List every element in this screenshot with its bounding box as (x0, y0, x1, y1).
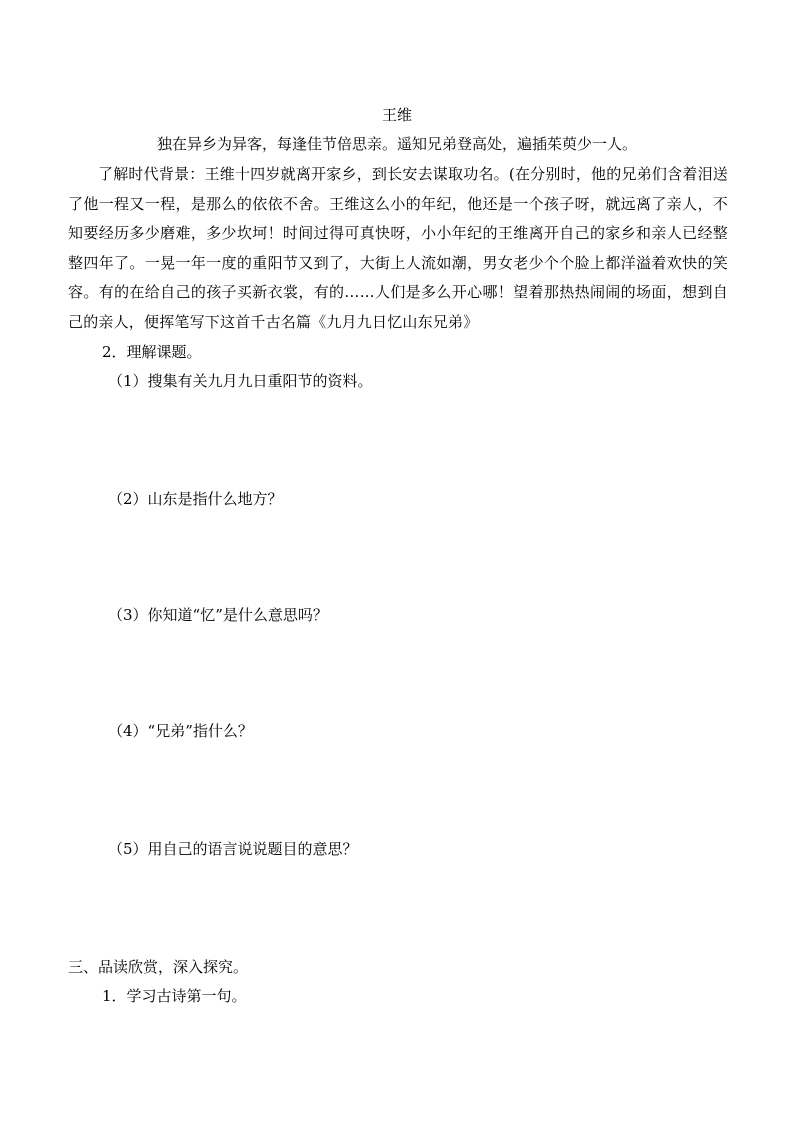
section-3-heading: 三、品读欣赏，深入探究。 (68, 958, 249, 976)
item-study-first-line: 1．学习古诗第一句。 (102, 987, 247, 1005)
background-paragraph: 了解时代背景：王维十四岁就离开家乡，到长安去谋取功名。(在分别时，他的兄弟们含着泪送了他一程又一程，是那么的依依不舍。王维这么小的年纪，他还是一个孩子呀，就远离了亲人，不知要经历多少磨难，多少坎坷！时间过得可真快呀，小小年纪的王维离开自己的家乡和亲人已经整整四年了。一晃一年一度的重阳节又到了，大街上人流如潮，男女老少个个脸上都洋溢着欢快的笑容。有的在给自己的孩子买新衣裳，有的……人们是多么开心哪！望着那热热闹闹的场面，想到自己的亲人，便挥笔写下这首千古名篇《九月九日忆山东兄弟》 (68, 165, 728, 331)
poem-text: 独在异乡为异客，每逢佳节倍思亲。遥知兄弟登高处，遍插茱萸少一人。 (156, 135, 637, 153)
question-1: （1）搜集有关九月九日重阳节的资料。 (108, 372, 373, 390)
poem-author: 王维 (381, 106, 412, 124)
question-2: （2）山东是指什么地方？ (108, 490, 283, 508)
item-understand-title: 2．理解课题。 (102, 343, 202, 361)
question-4: （4）“兄弟”指什么？ (108, 722, 253, 740)
question-3: （3）你知道“忆”是什么意思吗？ (108, 606, 328, 624)
question-5: （5）用自己的语言说说题目的意思？ (108, 840, 358, 858)
